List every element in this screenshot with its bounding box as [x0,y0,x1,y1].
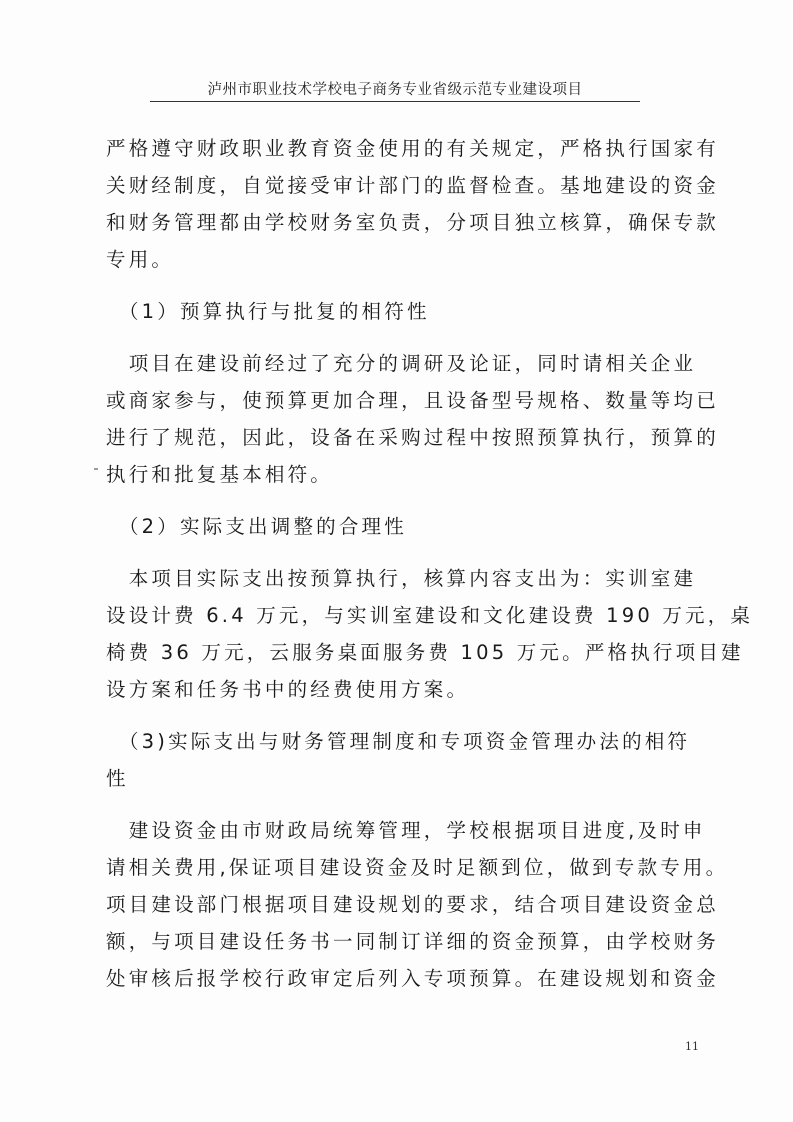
paragraph-gap [106,797,696,812]
text-line: 性 [106,767,129,790]
paragraph-gap [106,278,696,293]
text-line: 和财务管理都由学校财务室负责，分项目独立核算，确保专款 [106,211,719,234]
paragraph [106,508,696,545]
paragraph [106,723,696,797]
paragraph-gap [106,330,696,345]
paragraph [106,812,729,997]
header-rule [150,101,640,102]
text-line: 设设计费 6.4 万元，与实训室建设和文化建设费 190 万元，桌 [106,604,754,627]
text-line: 专用。 [106,248,175,271]
paragraph [106,345,719,493]
paragraph-gap [106,545,696,560]
paragraph [106,130,719,278]
paragraph [106,293,696,330]
text-line: 处审核后报学校行政审定后列入专项预算。在建设规划和资金 [106,967,719,990]
paragraph-gap [106,493,696,508]
text-line: 执行和批复基本相符。 [106,463,334,486]
scan-speck [94,468,98,470]
paragraph [106,560,754,708]
body-text [106,130,754,997]
text-line: （3)实际支出与财务管理制度和专项资金管理办法的相符 [106,730,691,753]
text-line: 或商家参与，使预算更加合理，且设备型号规格、数量等均已 [106,389,719,412]
text-line: 关财经制度，自觉接受审计部门的监督检查。基地建设的资金 [106,174,719,197]
text-line: 额，与项目建设任务书一同制订详细的资金预算，由学校财务 [106,930,719,953]
text-line: 进行了规范，因此，设备在采购过程中按照预算执行，预算的 [106,426,719,449]
text-line: 项目在建设前经过了充分的调研及论证，同时请相关企业 [106,352,697,375]
text-line: 项目建设部门根据项目建设规划的要求，结合项目建设资金总 [106,893,719,916]
text-line: 本项目实际支出按预算执行，核算内容支出为：实训室建 [106,567,697,590]
text-line: （2）实际支出调整的合理性 [106,515,407,538]
text-line: （1）预算执行与批复的相符性 [106,300,430,323]
text-line: 椅费 36 万元，云服务桌面服务费 105 万元。严格执行项目建 [106,641,744,664]
page-number: 11 [685,1040,699,1053]
text-line: 设方案和任务书中的经费使用方案。 [106,678,470,701]
text-line: 建设资金由市财政局统筹管理，学校根据项目进度,及时申 [106,819,706,842]
text-line: 请相关费用,保证项目建设资金及时足额到位，做到专款专用。 [106,856,729,879]
text-line: 严格遵守财政职业教育资金使用的有关规定，严格执行国家有 [106,137,719,160]
paragraph-gap [106,708,696,723]
running-header: 泸州市职业技术学校电子商务专业省级示范专业建设项目 [207,82,583,98]
